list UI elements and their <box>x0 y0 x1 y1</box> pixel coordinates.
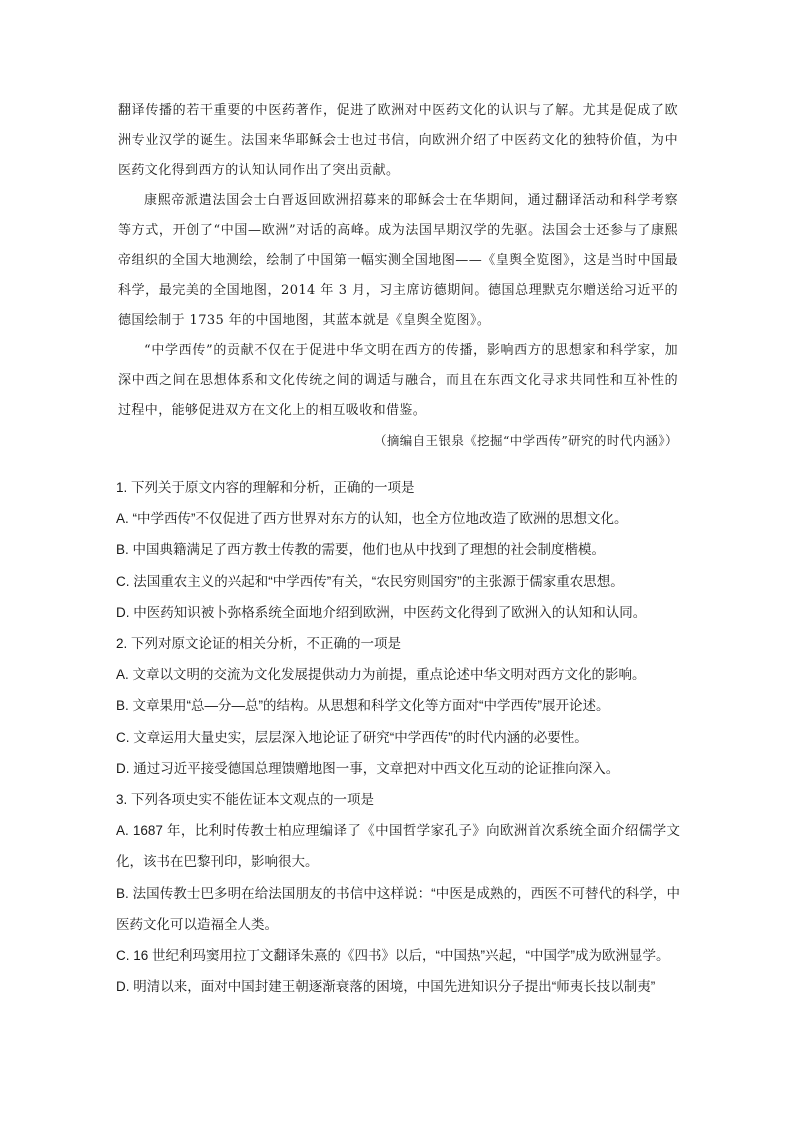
option-d[interactable]: D. 中医药知识被卜弥格系统全面地介绍到欧洲，中医药文化得到了欧洲入的认知和认同。 <box>116 604 647 620</box>
option-b[interactable]: B. 法国传教士巴多明在给法国朋友的书信中这样说：“中医是成熟的，西医不可替代的科学，中医药文化可以造福全人类。 <box>116 885 680 932</box>
option-c[interactable]: C. 文章运用大量史实，层层深入地论证了研究“中学西传”的时代内涵的必要性。 <box>116 729 588 745</box>
question-stem: 3. 下列各项史实不能佐证本文观点的一项是 <box>116 792 375 808</box>
option-b[interactable]: B. 中国典籍满足了西方教士传教的需要，他们也从中找到了理想的社会制度楷模。 <box>116 542 606 558</box>
option-a[interactable]: A. “中学西传”不仅促进了西方世界对东方的认知，也全方位地改造了欧洲的思想文化。 <box>116 511 628 527</box>
question-stem: 2. 下列对原文论证的相关分析，不正确的一项是 <box>116 636 402 652</box>
option-b[interactable]: B. 文章果用“总—分—总”的结构。从思想和科学文化等方面对“中学西传”展开论述。 <box>116 698 610 714</box>
passage-paragraph-3: “中学西传”的贡献不仅在于促进中华文明在西方的传播，影响西方的思想家和科学家，加深中西之间在思想体系和文化传统之间的调适与融合，而且在东西文化寻求共同性和互补性的过程中，能够促进双方在文化上的相互吸收和借鉴。 <box>118 343 678 418</box>
question-list <box>116 472 680 1002</box>
option-d[interactable]: D. 明清以来，面对中国封建王朝逐渐衰落的困境，中国先进知识分子提出“师夷长技以制夷” <box>116 979 656 995</box>
option-c[interactable]: C. 16 世纪利玛窦用拉丁文翻译朱熹的《四书》以后，“中国热”兴起，“中国学”成为欧洲显学。 <box>116 948 670 964</box>
question-2 <box>116 628 680 784</box>
option-a[interactable]: A. 1687 年，比利时传教士柏应理编译了《中国哲学家孔子》向欧洲首次系统全面介绍儒学文化，该书在巴黎刊印，影响很大。 <box>116 823 680 870</box>
question-stem: 1. 下列关于原文内容的理解和分析，正确的一项是 <box>116 480 415 495</box>
passage-source: （摘编自王银泉《挖掘“中学西传”研究的时代内涵》） <box>373 433 678 448</box>
passage-paragraph-2: 康熙帝派遣法国会士白晋返回欧洲招募来的耶稣会士在华期间，通过翻译活动和科学考察等方式，开创了“中国—欧洲”对话的高峰。成为法国早期汉学的先驱。法国会士还参与了康熙帝组织的全国大地测绘，绘制了中国第一幅实测全国地图——《皇舆全览图》，这是当时中国最科学，最完美的全国地图，2014 年 3 月，习主席访德期间。德国总理默克尔赠送给习近平的德国绘制于 1735 年的中国地图，其蓝本就是《皇舆全览图》。 <box>118 193 678 328</box>
question-3 <box>116 784 680 1002</box>
reading-passage <box>118 96 678 456</box>
option-c[interactable]: C. 法国重农主义的兴起和“中学西传”有关，“农民穷则国穷”的主张源于儒家重农思想。 <box>116 573 624 589</box>
question-1 <box>116 472 680 628</box>
option-a[interactable]: A. 文章以文明的交流为文化发展提供动力为前提，重点论述中华文明对西方文化的影响。 <box>116 667 646 683</box>
passage-paragraph-1: 翻译传播的若干重要的中医药著作，促进了欧洲对中医药文化的认识与了解。尤其是促成了欧洲专业汉学的诞生。法国来华耶稣会士也过书信，向欧洲介绍了中医药文化的独特价值，为中医药文化得到西方的认知认同作出了突出贡献。 <box>118 103 678 178</box>
option-d[interactable]: D. 通过习近平接受德国总理馈赠地图一事，文章把对中西文化互动的论证推向深入。 <box>116 760 620 776</box>
